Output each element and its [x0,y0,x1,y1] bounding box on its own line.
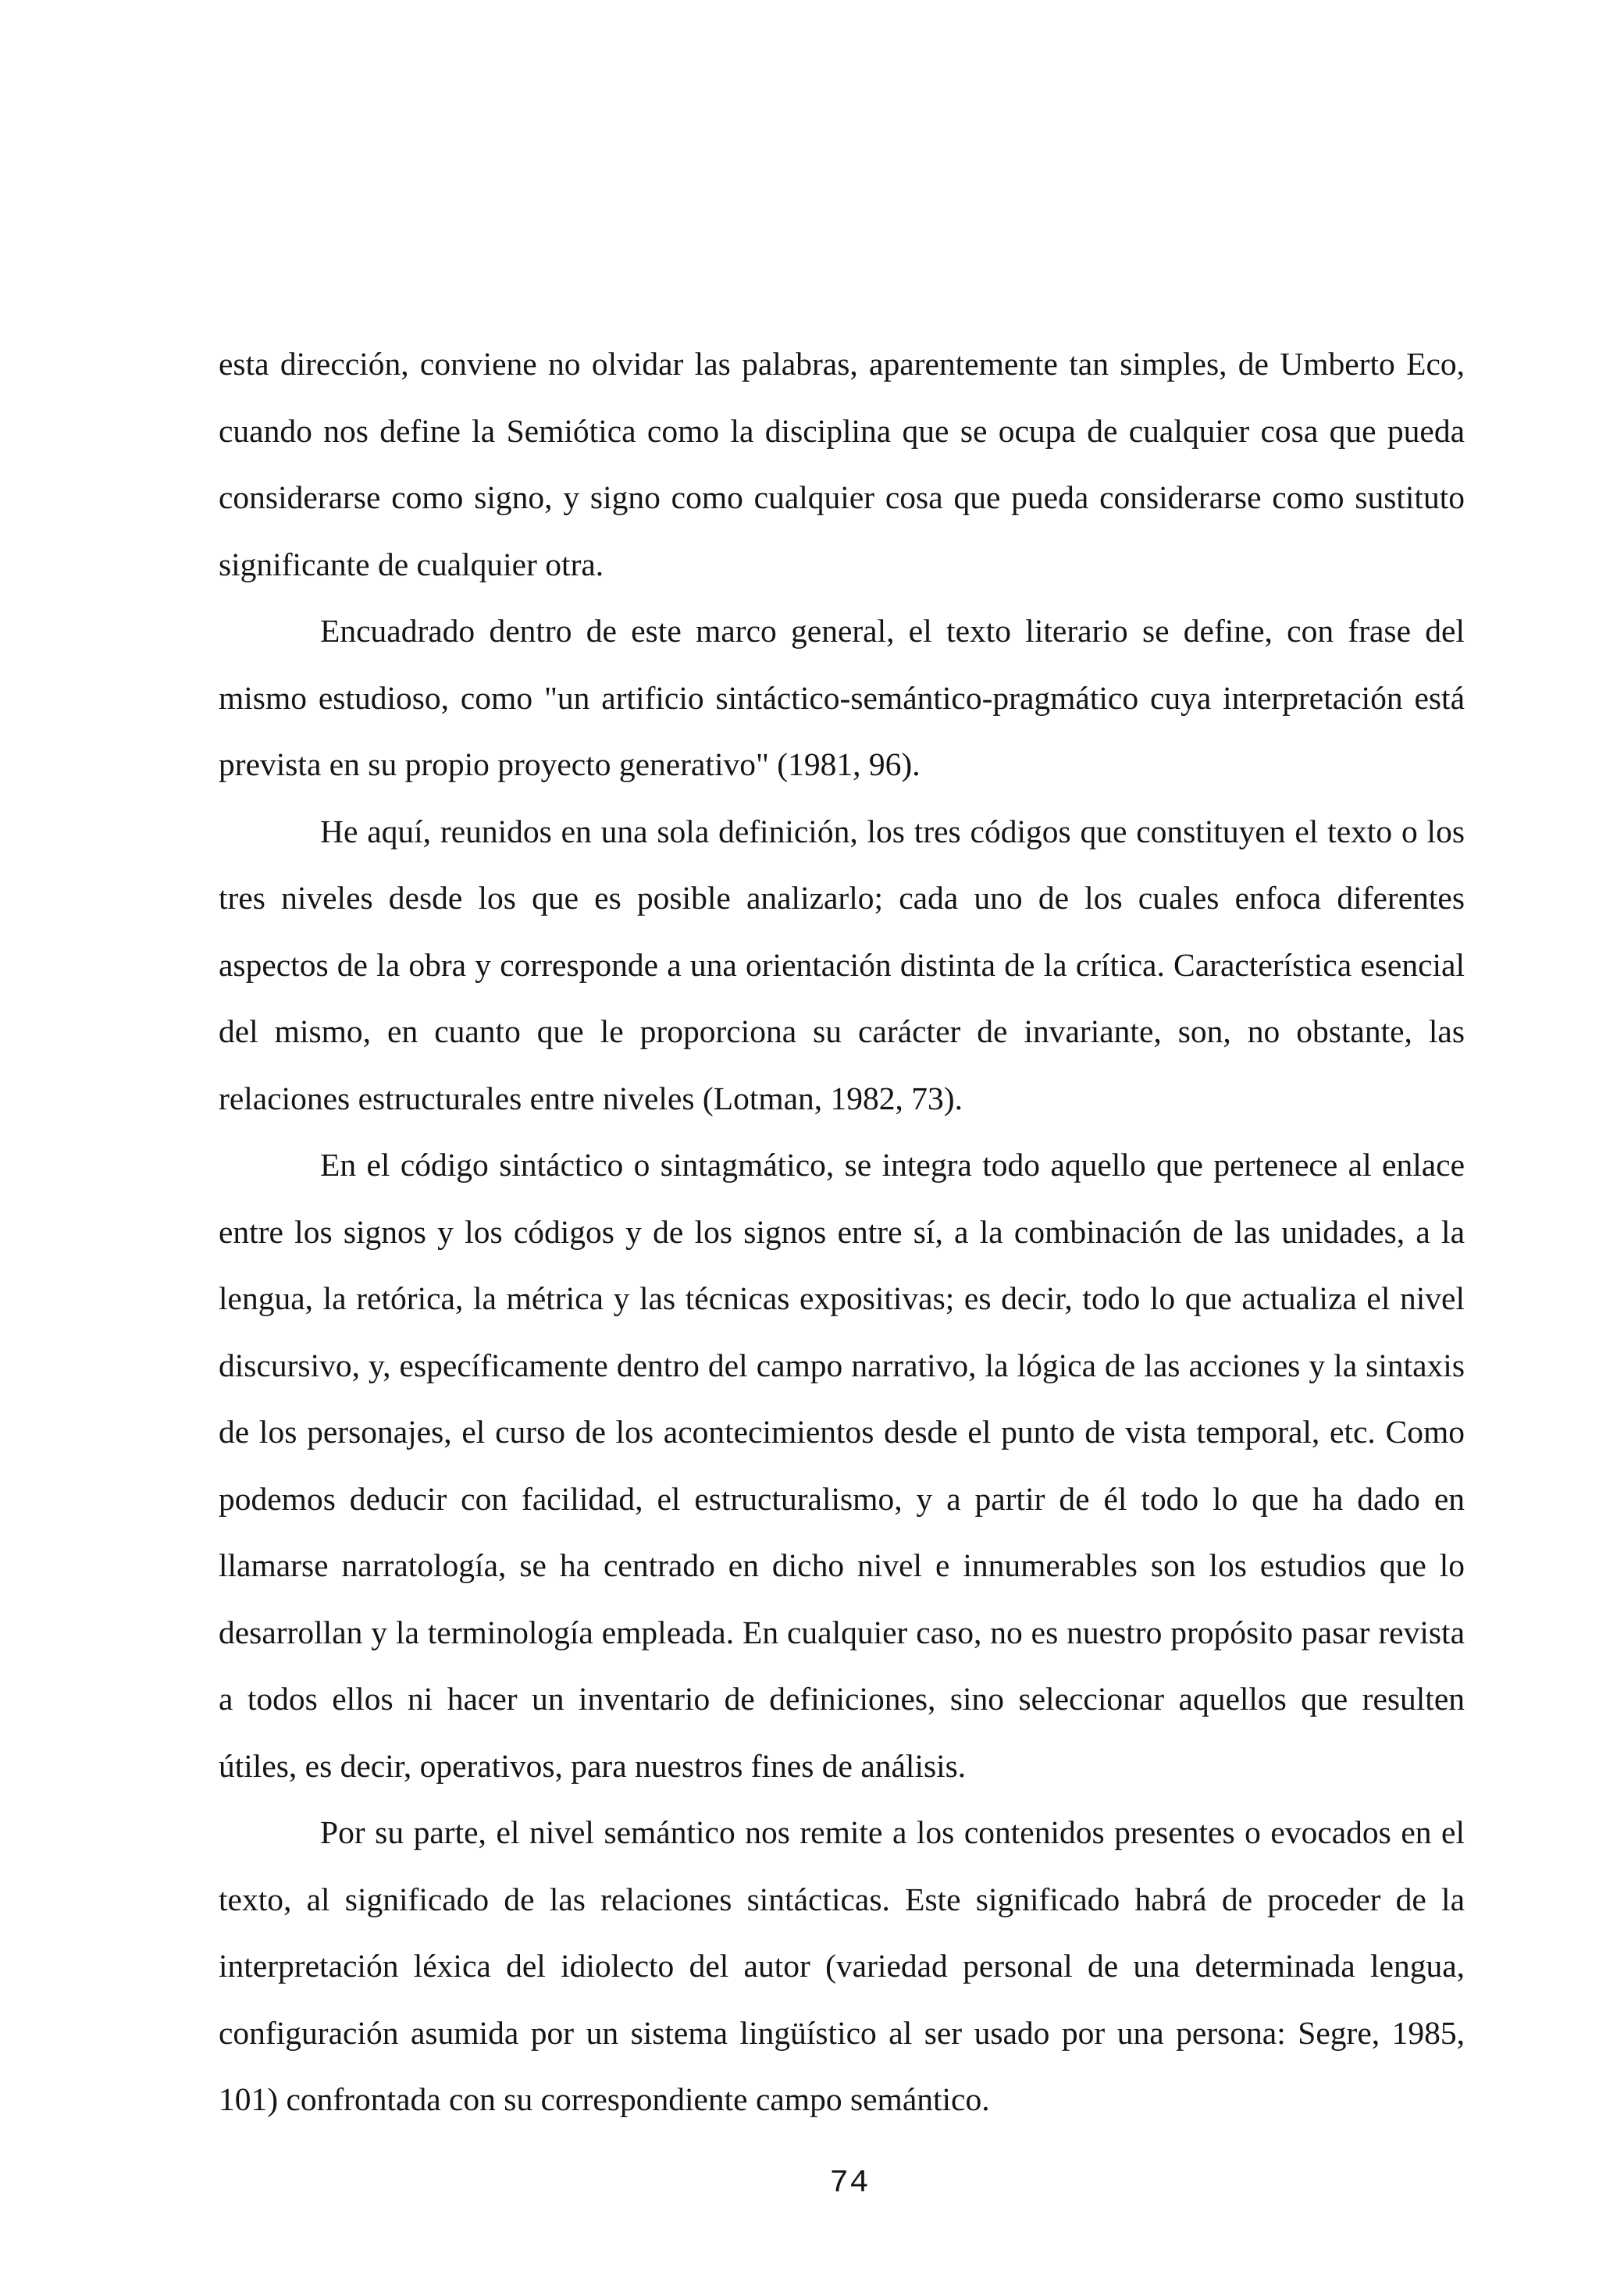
paragraph-syntactic-code: En el código sintáctico o sintagmático, se integra todo aquello que pertenece al enlace entre los signos y los códigos y de los signos entre sí, a la combinación de las unidades, a la lengua, la retórica, la métrica y las técnicas expositivas; es decir, todo lo que actualiza el nivel discursivo, y, específicamente dentro del campo narrativo, la lógica de las acciones y la sintaxis de los personajes, el curso de los acontecimientos desde el punto de vista temporal, etc. Como podemos deducir con facilidad, el estructuralismo, y a partir de él todo lo que ha dado en llamarse narratología, se ha centrado en dicho nivel e innumerables son los estudios que lo desarrollan y la terminología empleada. En cualquier caso, no es nuestro propósito pasar revista a todos ellos ni hacer un inventario de definiciones, sino seleccionar aquellos que resulten útiles, es decir, operativos, para nuestros fines de análisis. [219,1147,1465,1784]
paragraph-semantic-level: Por su parte, el nivel semántico nos remite a los contenidos presentes o evocados en el texto, al significado de las relaciones sintácticas. Este significado habrá de proceder de la interpretación léxica del idiolecto del autor (variedad personal de una determinada lengua, configuración asumida por un sistema lingüístico al ser usado por una persona: Segre, 1985, 101) confrontada con su correspondiente campo semántico. [219,1814,1465,2117]
page-number: 74 [829,2166,870,2202]
paragraph-literary-text-definition: Encuadrado dentro de este marco general, el texto literario se define, con frase del mismo estudioso, como "un artificio sintáctico-semántico-pragmático cuya interpretación está prevista en su propio proyecto generativo" (1981, 96). [219,613,1465,782]
paragraph-three-codes: He aquí, reunidos en una sola definición, los tres códigos que constituyen el texto o los tres niveles desde los que es posible analizarlo; cada uno de los cuales enfoca diferentes aspectos de la obra y corresponde a una orientación distinta de la crítica. Característica esencial del mismo, en cuanto que le proporciona su carácter de invariante, son, no obstante, las relaciones estructurales entre niveles (Lotman, 1982, 73). [219,813,1465,1116]
paragraph-continuation: esta dirección, conviene no olvidar las palabras, aparentemente tan simples, de Umberto Eco, cuando nos define la Semiótica como la disciplina que se ocupa de cualquier cosa que pueda considerarse como signo, y signo como cualquier cosa que pueda considerarse como sustituto significante de cualquier otra. [219,346,1465,582]
body-text [219,331,1465,2134]
